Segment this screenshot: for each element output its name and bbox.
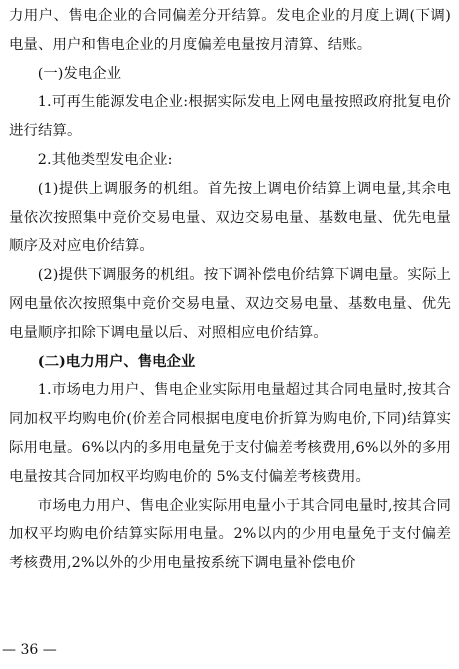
section-heading-generators: (一)发电企业 [37, 65, 121, 82]
page-number: — 36 — [2, 642, 57, 658]
paragraph-downward-service: (2)提供下调服务的机组。按下调补偿电价结算下调电量。实际上网电量依次按照集中竞价交易电量、双边交易电量、基数电量、优先电量顺序扣除下调电量以后、对照相应电价结算。 [9, 267, 451, 341]
paragraph-renewable: 1.可再生能源发电企业:根据实际发电上网电量按照政府批复电价进行结算。 [9, 94, 451, 140]
paragraph-continuation: 力用户、售电企业的合同偏差分开结算。发电企业的月度上调(下调)电量、用户和售电企业的月度偏差电量按月清算、结账。 [9, 8, 451, 53]
paragraph-upward-service: (1)提供上调服务的机组。首先按上调电价结算上调电量,其余电量依次按照集中竞价交易电量、双边交易电量、基数电量、优先电量顺序及对应电价结算。 [9, 180, 451, 255]
paragraph-other-types: 2.其他类型发电企业: [37, 151, 173, 168]
paragraph-over-consumption: 1.市场电力用户、售电企业实际用电量超过其合同电量时,按其合同加权平均购电价(价差合同根据电度电价折算为购电价,下同)结算实际用电量。6%以内的多用电量免于支付偏差考核费用,6%以外的多用电量按其合同加权平均购电价的 5%支付偏差考核费用。 [9, 382, 451, 485]
body-text [9, 2, 451, 578]
section-heading-users: (二)电力用户、售电企业 [37, 352, 196, 370]
paragraph-under-consumption: 市场电力用户、售电企业实际用电量小于其合同电量时,按其合同加权平均购电价结算实际用电量。2%以内的少用电量免于支付偏差考核费用,2%以外的少用电量按系统下调电量补偿电价 [9, 497, 451, 572]
